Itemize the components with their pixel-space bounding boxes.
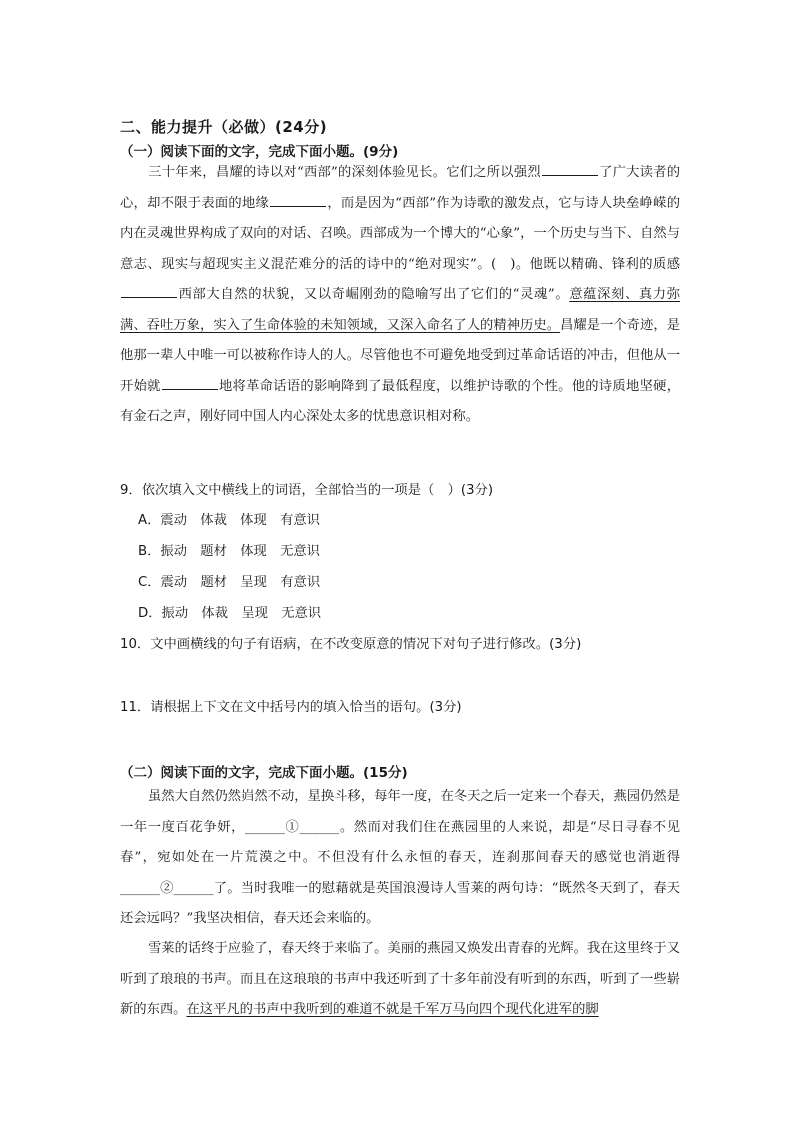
question-9: 9．依次填入文中横线上的词语，全部恰当的一项是（ ）(3分) bbox=[120, 483, 494, 498]
passage-1-text-3: ，而是因为“西部”作为诗歌的激发点，它与诗人块垒峥嵘的内在灵魂世界构成了双向的对话、召唤。西部成为一个博大的“心象”，一个历史与当下、自然与意志、现实与超现实主义混茫难分的活的诗中的“绝对现实”。( )。他既以精确、锋利的质感 bbox=[120, 195, 680, 272]
blank-line bbox=[162, 376, 218, 390]
underlined-sentence-2: 在这平凡的书声中我听到的难道不就是千军万马向四个现代化进军的脚 bbox=[186, 1002, 599, 1017]
part2-title: （二）阅读下面的文字，完成下面小题。(15分) bbox=[120, 765, 408, 781]
option-c: C．震动 题材 呈现 有意识 bbox=[138, 575, 321, 590]
question-11: 11．请根据上下文在文中括号内的填入恰当的语句。(3分) bbox=[120, 700, 462, 715]
blank-line bbox=[542, 162, 598, 176]
question-10: 10．文中画横线的句子有语病，在不改变原意的情况下对句子进行修改。(3分) bbox=[120, 637, 582, 652]
passage-2-text-2: 。然而对我们住在燕园里的人来说，却是“尽日寻春不见春”，宛如处在一片荒漠之中。不但没有什么永恒的春天，连刹那间春天的感觉也消逝得 bbox=[120, 819, 680, 865]
passage-1 bbox=[120, 158, 680, 433]
passage-1-text-7: 地将革命话语的影响降到了最低程度，以维护诗歌的个性。他的诗质地坚硬，有金石之声，刚好同中国人内心深处太多的忧患意识相对称。 bbox=[120, 378, 680, 424]
option-d: D．振动 体裁 呈现 无意识 bbox=[138, 606, 322, 621]
passage-2-text-4: 雪莱的话终于应验了，春天终于来临了。美丽的燕园又焕发出青春的光辉。我在这里终于又听到了琅琅的书声。而且在这琅琅的书声中我还听到了十多年前没有听到的东西，听到了一些崭新的东西。 bbox=[120, 941, 680, 1017]
blank-line bbox=[121, 284, 177, 298]
option-a: A．震动 体裁 体现 有意识 bbox=[138, 513, 320, 528]
blank-line bbox=[270, 193, 326, 207]
passage-2-paragraph-1 bbox=[120, 782, 680, 935]
underlined-sentence: 意蕴深刻、真力弥满、吞吐万象，实入了生命体验的未知领域，又深入命名了人的精神历史。 bbox=[120, 287, 680, 333]
passage-1-text-4: 西部大自然的状貌，又以奇崛刚劲的隐喻写出了它们的“灵魂”。 bbox=[178, 287, 570, 302]
passage-2-paragraph-2 bbox=[120, 934, 680, 1026]
option-b: B．振动 题材 体现 无意识 bbox=[138, 544, 320, 559]
passage-2-text-1: 虽然大自然仍然岿然不动，星换斗移，每年一度，在冬天之后一定来一个春天，燕园仍然是一年一度百花争妍， bbox=[120, 789, 680, 835]
passage-1-text-6: 昌耀是一个奇迹，是他那一辈人中唯一可以被称作诗人的人。尽管他也不可避免地受到过革命话语的冲击，但他从一开始就 bbox=[120, 317, 681, 394]
passage-2-text-3: 了。当时我唯一的慰藉就是英国浪漫诗人雪莱的两句诗：“既然冬天到了，春天还会远吗？”我坚决相信，春天还会来临的。 bbox=[120, 880, 681, 926]
section-title: 二、能力提升（必做）(24分) bbox=[120, 118, 328, 136]
blank-2: ______②______ bbox=[120, 880, 214, 896]
passage-1-text-2: 了广大读者的心，却不限于表面的地缘 bbox=[120, 165, 680, 211]
part1-title: （一）阅读下面的文字，完成下面小题。(9分) bbox=[120, 144, 399, 160]
blank-1: ______①______ bbox=[245, 819, 340, 835]
passage-1-text-1: 三十年来，昌耀的诗以对“西部”的深刻体验见长。它们之所以强烈 bbox=[148, 165, 541, 180]
